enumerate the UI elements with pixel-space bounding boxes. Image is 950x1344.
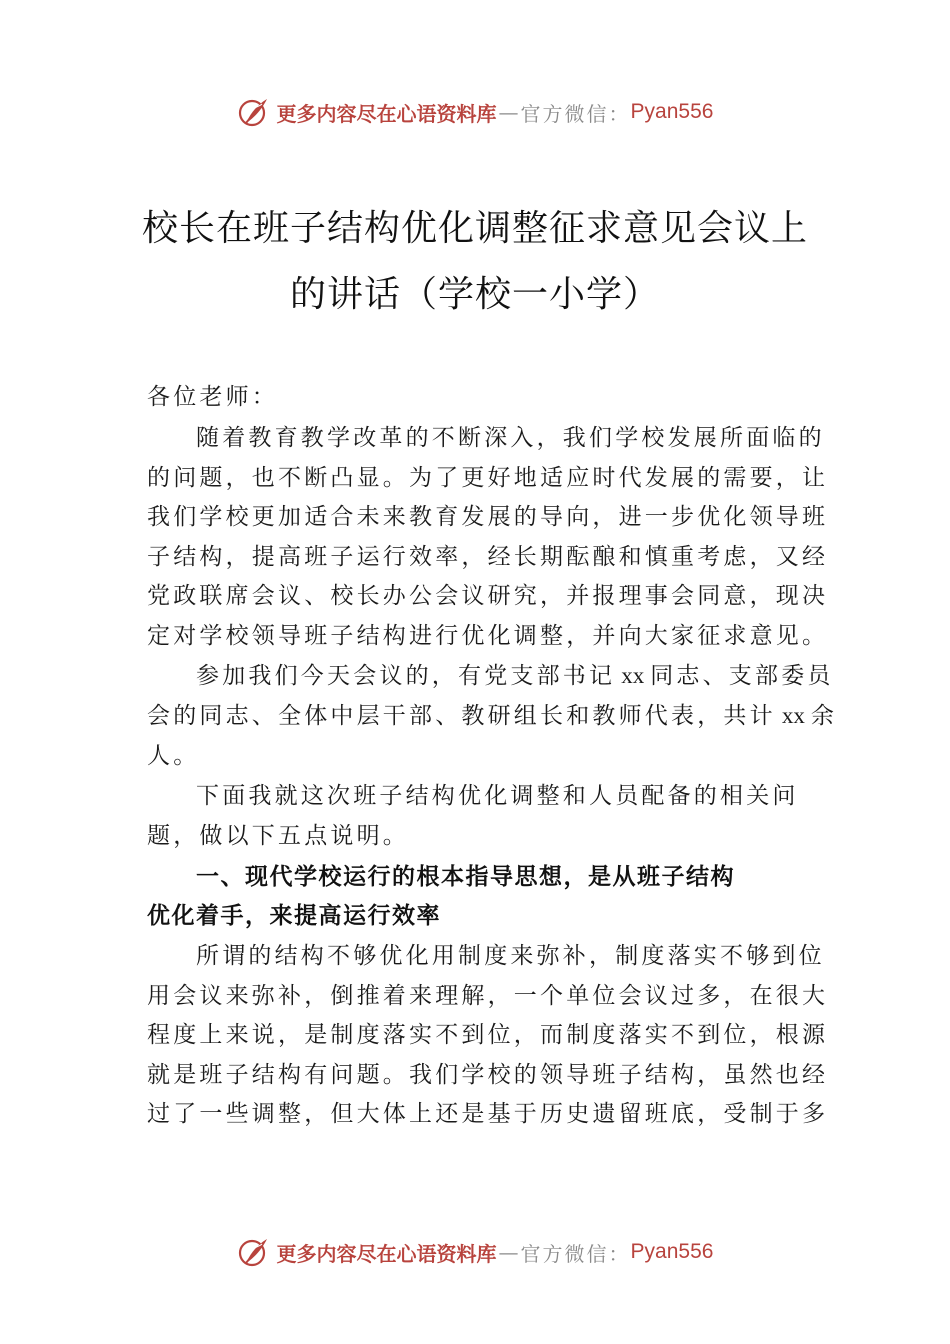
p2-text: 参加我们今天会议的，有党支部书记 <box>196 663 616 689</box>
paragraph-1-line: 定对学校领导班子结构进行优化调整，并向大家征求意见。 <box>147 623 829 649</box>
paragraph-1-line: 党政联席会议、校长办公会议研究，并报理事会同意，现决 <box>147 583 829 609</box>
paragraph-1-line: 的问题，也不断凸显。为了更好地适应时代发展的需要，让 <box>147 465 829 491</box>
watermark-label: 官方微信： <box>520 1241 631 1266</box>
paragraph-3-line: 题，做以下五点说明。 <box>147 823 409 849</box>
paragraph-2-line <box>147 697 837 730</box>
paragraph-2-line <box>196 657 834 690</box>
doc-title-line-2: 的讲话（学校一小学） <box>289 274 660 315</box>
paragraph-2-line: 人。 <box>147 743 200 769</box>
paragraph-1-line: 随着教育教学改革的不断深入，我们学校发展所面临的 <box>196 425 825 451</box>
quill-logo-icon <box>237 1235 271 1269</box>
watermark-text: 更多内容尽在心语资料库 <box>276 101 497 126</box>
paragraph-1-line: 子结构，提高班子运行效率，经长期酝酿和慎重考虑，又经 <box>147 544 829 570</box>
quill-logo-icon <box>237 95 271 129</box>
watermark-footer <box>0 1232 950 1272</box>
paragraph-4-line: 所谓的结构不够优化用制度来弥补，制度落实不够到位 <box>196 943 825 969</box>
watermark-dash: — <box>498 1240 519 1264</box>
paragraph-4-line: 程度上来说，是制度落实不到位，而制度落实不到位，根源 <box>147 1022 829 1048</box>
watermark-header <box>0 92 950 132</box>
paragraph-4-line: 就是班子结构有问题。我们学校的领导班子结构，虽然也经 <box>147 1062 829 1088</box>
p2-text: 同志、支部委员 <box>650 663 834 689</box>
paragraph-3-line: 下面我就这次班子结构优化调整和人员配备的相关问 <box>196 783 799 809</box>
salutation: 各位老师： <box>147 384 278 410</box>
watermark-text: 更多内容尽在心语资料库 <box>276 1241 497 1266</box>
watermark-wechat-id: Pyan556 <box>630 100 714 123</box>
watermark-dash: — <box>498 100 519 124</box>
p2-placeholder: xx <box>621 663 645 688</box>
p2-placeholder: xx <box>781 703 805 728</box>
p2-text: 会的同志、全体中层干部、教研组长和教师代表，共计 <box>147 703 776 729</box>
paragraph-4-line: 用会议来弥补，倒推着来理解，一个单位会议过多，在很大 <box>147 983 829 1009</box>
paragraph-1-line: 我们学校更加适合未来教育发展的导向，进一步优化领导班 <box>147 504 829 530</box>
watermark-label: 官方微信： <box>520 101 631 126</box>
section-heading-1: 优化着手，来提高运行效率 <box>147 903 441 929</box>
p2-text: 余 <box>810 703 838 729</box>
doc-title-line-1: 校长在班子结构优化调整征求意见会议上 <box>141 208 808 249</box>
section-heading-1: 一、现代学校运行的根本指导思想，是从班子结构 <box>196 864 735 890</box>
paragraph-4-line: 过了一些调整，但大体上还是基于历史遗留班底，受制于多 <box>147 1101 829 1127</box>
watermark-wechat-id: Pyan556 <box>630 1240 714 1263</box>
